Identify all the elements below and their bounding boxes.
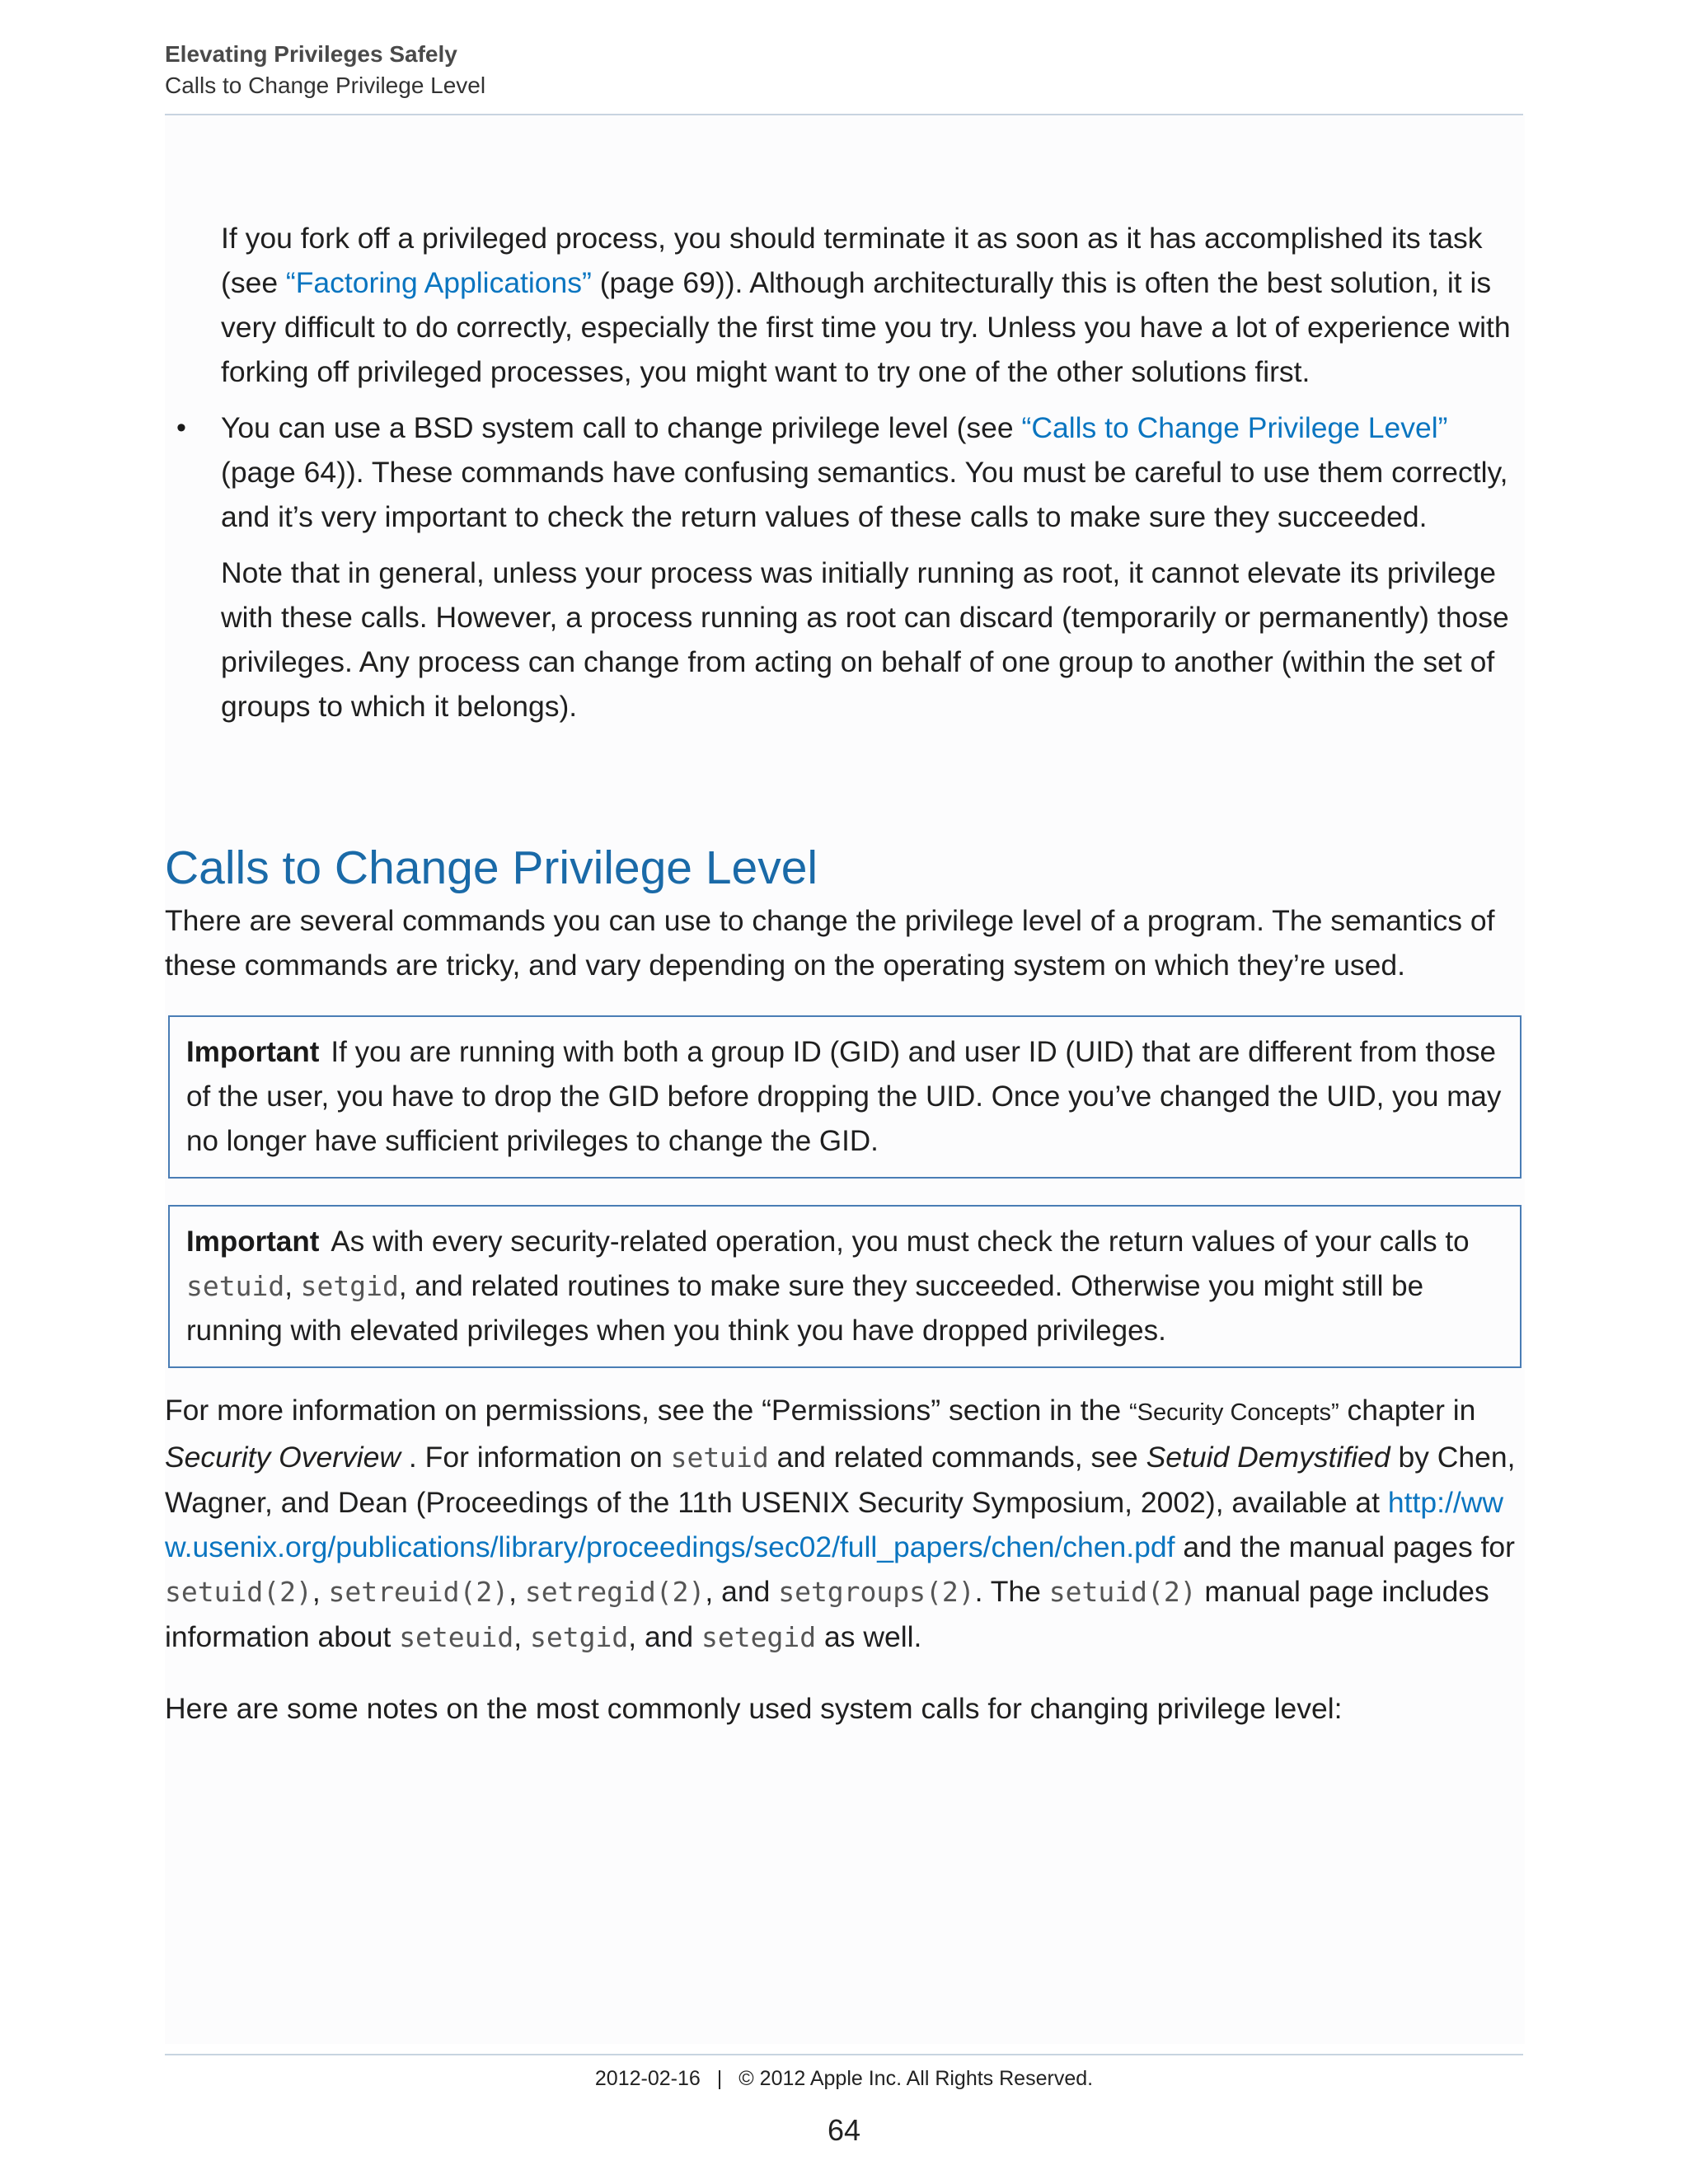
section-intro-paragraph: There are several commands you can use to change the privilege level of a program. The semantics of these commands are tricky, and vary depending on the operating system on which they’re used. xyxy=(165,904,1495,982)
footer xyxy=(0,2067,1688,2091)
code-setuid: setuid xyxy=(186,1270,285,1302)
main-content xyxy=(165,216,1525,1731)
factoring-applications-link[interactable]: “Factoring Applications” xyxy=(285,266,592,299)
important-label: Important xyxy=(186,1226,320,1258)
list-item xyxy=(165,405,1525,729)
important-label: Important xyxy=(186,1036,320,1068)
footer-divider xyxy=(165,2054,1523,2055)
footer-separator: | xyxy=(716,2067,723,2090)
important-callout-return-values: Important As with every security-related operation, you must check the return values of your calls to setuid, setgid, and related routines to make sure they succeeded. Otherwise you might still be running with elevated privileges when you think you have dropped privileges. xyxy=(168,1205,1522,1368)
intro-paragraph: If you fork off a privileged process, you should terminate it as soon as it has accomplished its task (see “Factoring Applications” (page 69)). Although architecturally this is often the best solution, it is very difficult to do correctly, especially the first time you try. Unless you have a lot of experience with forking off privileged processes, you might want to try one of the other solutions first. xyxy=(221,222,1511,388)
bullet-note-paragraph: Note that in general, unless your process was initially running as root, it cannot elevate its privilege with these calls. However, a process running as root can discard (temporarily or permanently) those privileges. Any process can change from acting on behalf of one group to another (within the set of groups to which it belongs). xyxy=(221,556,1509,723)
book-setuid-demystified: Setuid Demystified xyxy=(1146,1441,1390,1474)
chapter-title: Elevating Privileges Safely xyxy=(165,41,457,67)
calls-to-change-privilege-link[interactable]: “Calls to Change Privilege Level” xyxy=(1021,411,1448,444)
code-setgid: setgid xyxy=(300,1270,399,1302)
important-text: If you are running with both a group ID (GID) and user ID (UID) that are different from those of the user, you have to drop the GID before dropping the UID. Once you’ve changed the UID, you may no longer have sufficient privileges to change the GID. xyxy=(186,1036,1502,1157)
header-divider xyxy=(165,114,1523,115)
section-heading: Calls to Change Privilege Level xyxy=(165,841,818,894)
book-security-overview: Security Overview xyxy=(165,1441,401,1474)
footer-date: 2012-02-16 xyxy=(594,2067,701,2090)
bullet-icon: • xyxy=(176,412,186,443)
usenix-paper-link[interactable]: http://www.usenix.org/publications/library/proceedings/sec02/full_papers/chen/chen.pdf xyxy=(165,1486,1503,1563)
page-number: 64 xyxy=(827,2113,861,2147)
bullet-paragraph: You can use a BSD system call to change privilege level (see “Calls to Change Privilege Level” (page 64)). These commands have confusing semantics. You must be careful to use them correctly, and it’s very important to check the return values of these calls to make sure they succeeded. xyxy=(221,411,1508,533)
footer-copyright: © 2012 Apple Inc. All Rights Reserved. xyxy=(738,2067,1094,2090)
section-title: Calls to Change Privilege Level xyxy=(165,73,486,98)
running-header xyxy=(165,40,1523,102)
more-info-paragraph: For more information on permissions, see the “Permissions” section in the “Security Concepts” chapter in Security Overview . For information on setuid and related commands, see Setuid Demystified by Chen, Wagner, and Dean (Proceedings of the 11th USENIX Security Symposium, 2002), available at http://www.usenix.org/publications/library/proceedings/sec02/full_papers/chen/chen.pdf and the manual pages for setuid(2), setreuid(2), setregid(2), and setgroups(2). The setuid(2) manual page includes information about seteuid, setgid, and setegid as well. xyxy=(165,1394,1516,1653)
notes-intro-paragraph: Here are some notes on the most commonly used system calls for changing privilege level: xyxy=(165,1692,1343,1725)
important-callout-gid xyxy=(168,1015,1522,1179)
